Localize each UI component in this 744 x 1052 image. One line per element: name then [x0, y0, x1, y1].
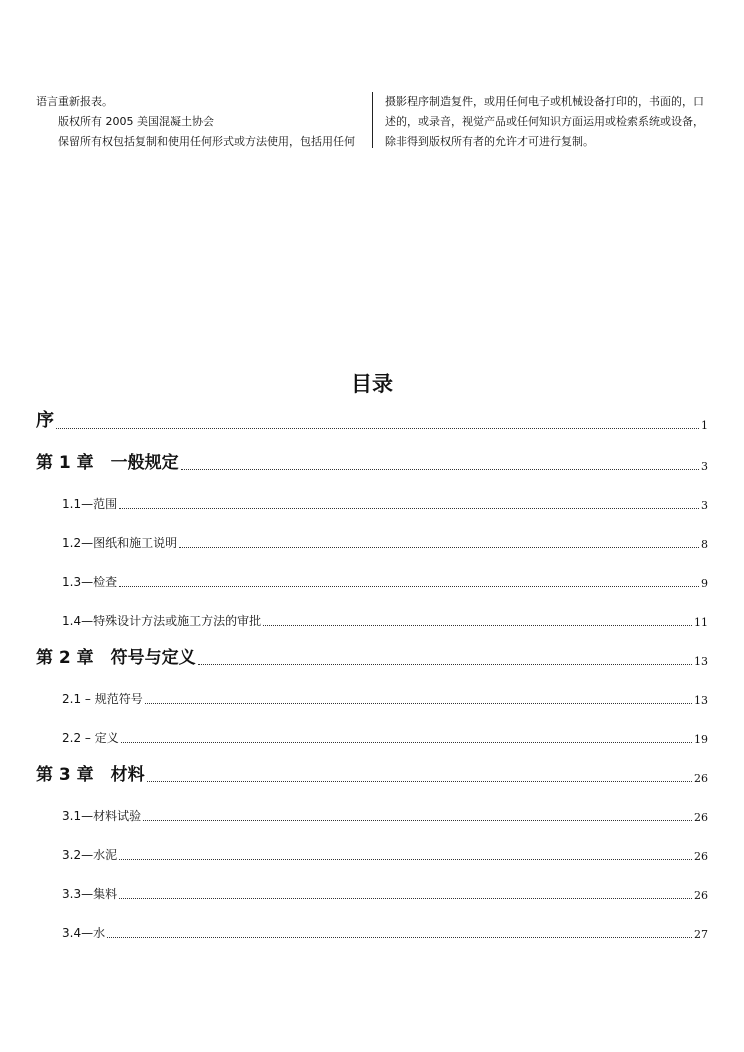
toc-entry-page: 13	[694, 694, 708, 707]
column-divider	[372, 92, 373, 148]
toc-entry-section[interactable]	[62, 839, 708, 863]
toc-entry-page: 9	[701, 577, 708, 590]
toc-entry-page: 11	[694, 616, 708, 629]
toc-title: 目录	[351, 372, 393, 396]
toc-entry-preface[interactable]	[36, 408, 708, 432]
toc-entry-page: 13	[694, 655, 708, 668]
toc-entry-label: 3.1—材料试验	[62, 809, 142, 823]
toc-entry-chapter-2[interactable]	[36, 644, 708, 668]
toc-entry-label: 序	[36, 410, 54, 431]
toc-entry-label: 第 2 章 符号与定义	[36, 648, 196, 668]
toc-entry-label: 3.2—水泥	[62, 848, 118, 862]
toc-entry-page: 8	[701, 538, 708, 551]
toc-entry-page: 3	[701, 460, 708, 473]
toc-entry-label: 2.1 – 规范符号	[62, 692, 143, 706]
dot-leader	[181, 469, 699, 470]
copyright-line: 除非得到版权所有者的允许才可进行复制。	[385, 135, 594, 148]
dot-leader	[107, 937, 692, 938]
dot-leader	[119, 898, 692, 899]
toc-entry-section[interactable]	[62, 800, 708, 824]
copyright-right-column	[385, 92, 710, 152]
dot-leader	[56, 428, 699, 429]
toc-entry-page: 26	[694, 850, 708, 863]
toc-entry-label: 1.1—范围	[62, 497, 118, 511]
copyright-line: 版权所有 2005 美国混凝土协会	[58, 115, 214, 128]
toc-entry-section[interactable]	[62, 722, 708, 746]
copyright-line: 语言重新报表。	[36, 95, 113, 108]
toc-entry-section[interactable]	[62, 566, 708, 590]
dot-leader	[119, 508, 699, 509]
dot-leader	[147, 781, 692, 782]
copyright-line: 保留所有权包括复制和使用任何形式或方法使用，包括用任何	[58, 135, 355, 148]
toc-entry-page: 3	[701, 499, 708, 512]
toc-entry-page: 19	[694, 733, 708, 746]
dot-leader	[179, 547, 699, 548]
toc-entry-section[interactable]	[62, 527, 708, 551]
toc-entry-label: 第 3 章 材料	[36, 765, 145, 785]
toc-entry-section[interactable]	[62, 917, 708, 941]
dot-leader	[119, 586, 699, 587]
toc-entry-label: 1.4—特殊设计方法或施工方法的审批	[62, 614, 262, 628]
toc-entry-section[interactable]	[62, 683, 708, 707]
toc-entry-page: 1	[701, 419, 708, 432]
toc-entry-label: 3.3—集料	[62, 887, 118, 901]
toc-entry-label: 3.4—水	[62, 926, 106, 940]
toc-entry-page: 26	[694, 811, 708, 824]
dot-leader	[198, 664, 692, 665]
toc-entry-label: 第 1 章 一般规定	[36, 453, 179, 473]
toc-entry-chapter-1[interactable]	[36, 449, 708, 473]
toc-entry-label: 2.2 – 定义	[62, 731, 119, 745]
toc-entry-label: 1.3—检查	[62, 575, 118, 589]
copyright-left-column	[36, 92, 364, 152]
dot-leader	[121, 742, 692, 743]
dot-leader	[145, 703, 692, 704]
dot-leader	[143, 820, 692, 821]
toc-entry-page: 26	[694, 772, 708, 785]
toc-entry-section[interactable]	[62, 605, 708, 629]
toc-entry-page: 26	[694, 889, 708, 902]
toc-entry-section[interactable]	[62, 488, 708, 512]
dot-leader	[263, 625, 692, 626]
copyright-line: 述的，或录音，视觉产品或任何知识方面运用或检索系统或设备，	[385, 115, 704, 128]
toc-entry-chapter-3[interactable]	[36, 761, 708, 785]
toc-entry-page: 27	[694, 928, 708, 941]
copyright-line: 摄影程序制造复件，或用任何电子或机械设备打印的，书面的，口	[385, 95, 704, 108]
toc-entry-section[interactable]	[62, 878, 708, 902]
toc-entry-label: 1.2—图纸和施工说明	[62, 536, 178, 550]
dot-leader	[119, 859, 692, 860]
